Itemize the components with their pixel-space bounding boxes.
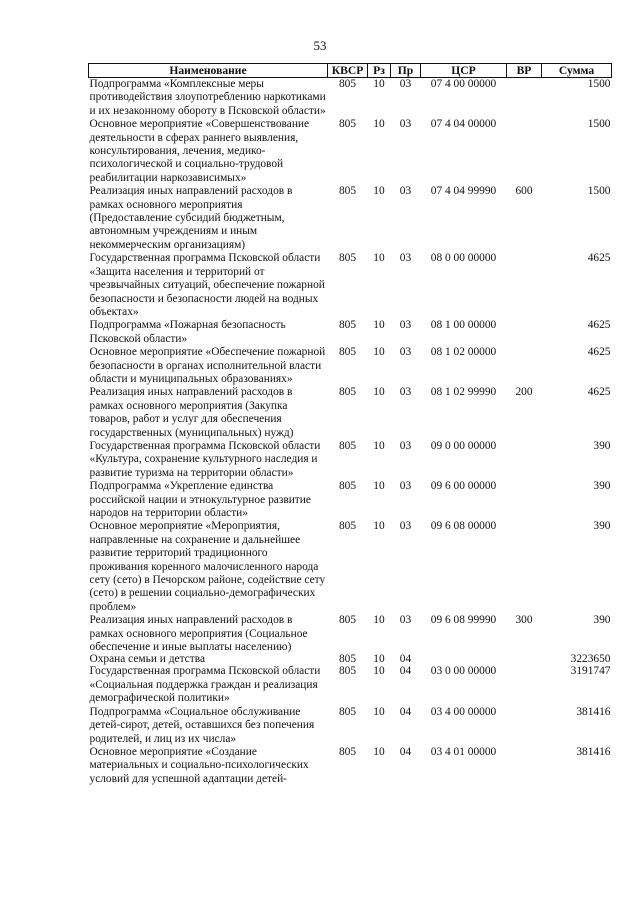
cell-vr: [507, 746, 542, 786]
cell-name: Подпрограмма «Пожарная безопасность Псковской области»: [89, 319, 286, 345]
cell-kvsr: 805: [338, 118, 357, 131]
cell-csr: 03 4 00 00000: [430, 705, 497, 718]
column-header-kvsr: КВСР: [328, 64, 368, 78]
table-row: [89, 386, 612, 440]
cell-name: Государственная программа Псковской области «Культура, сохранение культурного наследия и развитие туризма на территории области»: [89, 439, 321, 479]
cell-pr: 03: [399, 319, 412, 332]
cell-csr: [421, 654, 507, 665]
cell-rz: 10: [373, 252, 385, 265]
cell-pr: 03: [399, 78, 412, 90]
table-row: [89, 654, 612, 665]
budget-table: [88, 63, 612, 786]
cell-csr: 08 0 00 00000: [430, 252, 497, 265]
cell-csr: 08 1 02 00000: [430, 346, 497, 359]
cell-csr: 08 1 02 99990: [430, 386, 497, 399]
cell-name: Государственная программа Псковской области «Защита населения и территорий от чрезвычайных ситуаций, обеспечение пожарной безопасности и безопасности людей на водных объектах»: [89, 252, 325, 318]
cell-vr: 600: [515, 185, 533, 198]
cell-csr: 08 1 00 00000: [430, 319, 497, 332]
cell-sum: 390: [593, 614, 611, 627]
column-header-rz: Рз: [368, 64, 391, 78]
cell-kvsr: 805: [338, 520, 357, 533]
cell-rz: 10: [373, 653, 385, 666]
cell-name: Основное мероприятие «Создание материальных и социально-психологических условий для успешной адаптации детей-: [89, 745, 309, 785]
cell-pr: 04: [399, 653, 412, 666]
cell-sum: 4625: [587, 346, 611, 359]
cell-rz: 10: [373, 78, 385, 90]
cell-name: Подпрограмма «Комплексные меры противодействия злоупотреблению наркотиками и их незаконному обороту в Псковской области»: [89, 78, 326, 117]
column-header-sum: Сумма: [542, 64, 612, 78]
cell-vr: [507, 440, 542, 480]
cell-name: Основное мероприятие «Мероприятия, направленные на сохранение и дальнейшее развитие территорий традиционного проживания коренного малочисленного народа сету (сето) в Печорском районе, содействие сету (сето) в решении социально-демографических проблем»: [89, 520, 326, 613]
cell-pr: 04: [399, 705, 412, 718]
cell-kvsr: 805: [338, 480, 357, 493]
cell-csr: 09 0 00 00000: [430, 439, 497, 452]
cell-vr: [507, 480, 542, 520]
cell-rz: 10: [373, 480, 385, 493]
cell-vr: [507, 520, 542, 614]
cell-name: Реализация иных направлений расходов в рамках основного мероприятия (Социальное обеспечение и иные выплаты населению): [89, 614, 308, 654]
cell-rz: 10: [373, 118, 385, 131]
cell-vr: [507, 78, 542, 119]
cell-rz: 10: [373, 185, 385, 198]
cell-sum: 1500: [587, 78, 611, 90]
cell-pr: 03: [399, 520, 412, 533]
cell-name: Подпрограмма «Укрепление единства российской нации и этнокультурное развитие народов на территории области»: [89, 480, 311, 519]
cell-kvsr: 805: [338, 665, 357, 678]
cell-sum: 3191747: [570, 665, 611, 678]
cell-rz: 10: [373, 439, 385, 452]
cell-rz: 10: [373, 346, 385, 359]
cell-pr: 04: [399, 665, 412, 678]
cell-sum: 390: [593, 480, 611, 493]
table-row: [89, 78, 612, 119]
table-row: [89, 706, 612, 746]
cell-sum: 390: [593, 439, 611, 452]
table-row: [89, 252, 612, 319]
cell-sum: 381416: [576, 745, 611, 758]
table-row: [89, 520, 612, 614]
cell-sum: 4625: [587, 252, 611, 265]
column-header-csr: ЦСР: [421, 64, 507, 78]
cell-sum: 4625: [587, 386, 611, 399]
cell-rz: 10: [373, 520, 385, 533]
cell-kvsr: 805: [338, 653, 357, 666]
cell-rz: 10: [373, 705, 385, 718]
cell-pr: 04: [399, 745, 412, 758]
cell-rz: 10: [373, 665, 385, 678]
cell-vr: [507, 665, 542, 705]
cell-kvsr: 805: [338, 319, 357, 332]
cell-name: Подпрограмма «Социальное обслуживание детей-сирот, детей, оставшихся без попечения родителей, и лиц из их числа»: [89, 705, 315, 745]
table-row: [89, 118, 612, 185]
cell-pr: 03: [399, 118, 412, 131]
table-row: [89, 746, 612, 786]
cell-csr: 07 4 04 99990: [430, 185, 497, 198]
table-header-row: [89, 64, 612, 78]
cell-vr: [507, 654, 542, 665]
column-header-name: Наименование: [89, 64, 328, 78]
cell-rz: 10: [373, 745, 385, 758]
cell-name: Основное мероприятие «Совершенствование деятельности в сферах раннего выявления, консультирования, лечения, медико-психологической и социально-трудовой реабилитации наркозависимых»: [89, 118, 310, 184]
column-header-pr: Пр: [391, 64, 421, 78]
table-row: [89, 185, 612, 252]
cell-pr: 03: [399, 386, 412, 399]
cell-sum: 3223650: [570, 653, 611, 666]
cell-vr: 200: [515, 386, 533, 399]
table-row: [89, 319, 612, 346]
cell-vr: 300: [515, 614, 533, 627]
cell-vr: [507, 118, 542, 185]
cell-vr: [507, 252, 542, 319]
table-row: [89, 480, 612, 520]
cell-vr: [507, 706, 542, 746]
cell-csr: 03 4 01 00000: [430, 745, 497, 758]
cell-name: Реализация иных направлений расходов в рамках основного мероприятия (Закупка товаров, работ и услуг для обеспечения государственных (муниципальных) нужд): [89, 386, 294, 439]
cell-sum: 390: [593, 520, 611, 533]
cell-rz: 10: [373, 386, 385, 399]
cell-sum: 1500: [587, 185, 611, 198]
column-header-vr: ВР: [507, 64, 542, 78]
cell-sum: 1500: [587, 118, 611, 131]
table-row: [89, 614, 612, 654]
cell-pr: 03: [399, 480, 412, 493]
cell-name: Основное мероприятие «Обеспечение пожарной безопасности в органах исполнительной власти области и муниципальных образованиях»: [89, 346, 326, 385]
cell-kvsr: 805: [338, 439, 357, 452]
cell-kvsr: 805: [338, 252, 357, 265]
cell-csr: 07 4 00 00000: [430, 78, 497, 90]
cell-kvsr: 805: [338, 745, 357, 758]
table-row: [89, 440, 612, 480]
cell-pr: 03: [399, 614, 412, 627]
cell-vr: [507, 319, 542, 346]
cell-rz: 10: [373, 614, 385, 627]
cell-sum: 4625: [587, 319, 611, 332]
page-number: 53: [313, 38, 327, 53]
cell-name: Реализация иных направлений расходов в рамках основного мероприятия (Предоставление субсидий бюджетным, автономным учреждениям и иным некоммерческим организациям): [89, 185, 293, 251]
cell-kvsr: 805: [338, 78, 357, 90]
cell-csr: 09 6 08 00000: [430, 520, 497, 533]
cell-name: Охрана семьи и детства: [89, 653, 205, 666]
cell-pr: 03: [399, 252, 412, 265]
cell-sum: 381416: [576, 705, 611, 718]
cell-rz: 10: [373, 319, 385, 332]
cell-kvsr: 805: [338, 705, 357, 718]
cell-name: Государственная программа Псковской области «Социальная поддержка граждан и реализация демографической политики»: [89, 665, 321, 705]
cell-vr: [507, 346, 542, 386]
cell-pr: 03: [399, 185, 412, 198]
cell-csr: 09 6 08 99990: [430, 614, 497, 627]
table-row: [89, 346, 612, 386]
cell-kvsr: 805: [338, 346, 357, 359]
cell-pr: 03: [399, 346, 412, 359]
cell-csr: 07 4 04 00000: [430, 118, 497, 131]
cell-csr: 09 6 00 00000: [430, 480, 497, 493]
cell-csr: 03 0 00 00000: [430, 665, 497, 678]
table-row: [89, 665, 612, 705]
cell-kvsr: 805: [338, 614, 357, 627]
cell-kvsr: 805: [338, 185, 357, 198]
cell-pr: 03: [399, 439, 412, 452]
cell-kvsr: 805: [338, 386, 357, 399]
